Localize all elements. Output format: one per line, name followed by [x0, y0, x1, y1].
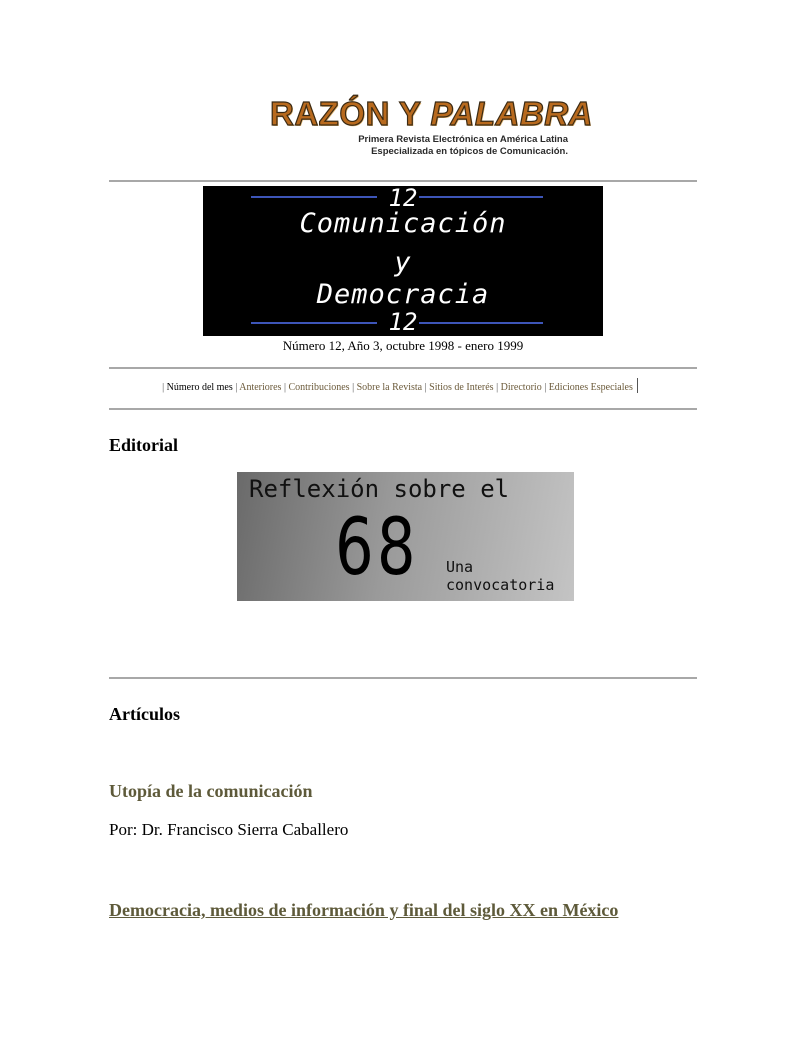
banner-number-bottom: 12	[388, 308, 418, 336]
logo-subtitle-line1: Primera Revista Electrónica en América Latina	[358, 134, 568, 145]
logo-subtitle-line2: Especializada en tópicos de Comunicación.	[371, 146, 568, 157]
article-title-utopia[interactable]: Utopía de la comunicación	[109, 781, 313, 801]
editorial-heading: Editorial	[109, 435, 179, 455]
logo-title-palabra: PALABRA	[430, 95, 593, 132]
article-link-democracia[interactable]: Democracia, medios de información y final del siglo XX en México	[109, 900, 619, 920]
banner-line-comunicacion: Comunicación	[299, 208, 507, 239]
site-logo[interactable]	[270, 94, 593, 134]
article-author: Por: Dr. Francisco Sierra Caballero	[109, 820, 349, 839]
nav-item-anteriores[interactable]: Anteriores	[239, 382, 282, 393]
divider-nav-top	[109, 367, 697, 369]
nav-item-sitios-de-interes[interactable]: Sitios de Interés	[429, 382, 494, 393]
editorial-image-sub1: Una	[446, 558, 474, 576]
articles-heading: Artículos	[109, 704, 180, 724]
editorial-image-sub2: convocatoria	[446, 576, 555, 594]
issue-banner	[203, 186, 603, 336]
nav-item-directorio[interactable]: Directorio	[500, 382, 542, 393]
banner-number-top: 12	[388, 184, 418, 212]
nav-item-sobre-la-revista[interactable]: Sobre la Revista	[356, 382, 423, 393]
nav-end-bar	[637, 378, 638, 393]
issue-info: Número 12, Año 3, octubre 1998 - enero 1999	[282, 338, 524, 353]
nav-item-ediciones-especiales[interactable]: Ediciones Especiales	[548, 382, 633, 393]
main-nav: | Número del mes | Anteriores | Contribuciones | Sobre la Revista | Sitios de Interés | Directorio | Ediciones Especiales	[150, 378, 650, 395]
editorial-image-title: Reflexión sobre el	[249, 475, 510, 503]
logo-title-razon: RAZÓN Y	[270, 95, 431, 132]
banner-line-democracia: Democracia	[316, 279, 490, 310]
nav-item-numero-del-mes[interactable]: Número del mes	[166, 382, 233, 393]
nav-item-contribuciones[interactable]: Contribuciones	[288, 382, 350, 393]
divider-nav-bottom	[109, 408, 697, 410]
editorial-image-number: 68	[335, 503, 419, 593]
banner-line-y: y	[394, 247, 412, 278]
divider-top	[109, 180, 697, 182]
editorial-image-link[interactable]	[237, 472, 574, 601]
divider-articles	[109, 677, 697, 679]
